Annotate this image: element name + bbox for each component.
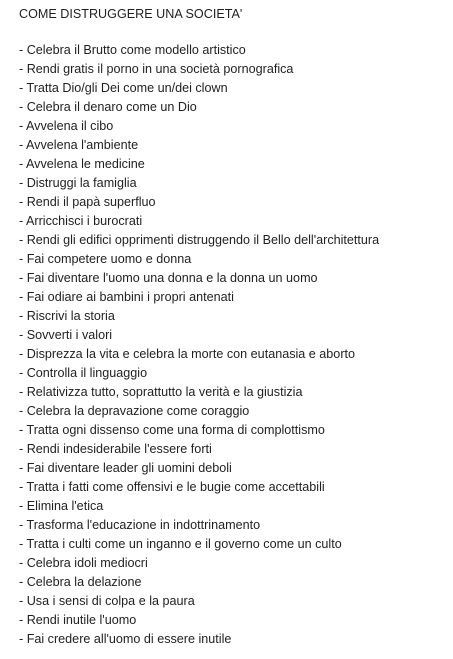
list-item: - Celebra il Brutto come modello artistico <box>19 43 246 57</box>
list-item: - Usa i sensi di colpa e la paura <box>19 594 195 608</box>
list-item: - Sovverti i valori <box>19 328 113 342</box>
list-item: - Celebra idoli mediocri <box>19 556 148 570</box>
instruction-list <box>19 41 453 649</box>
list-item: - Rendi gli edifici opprimenti distruggendo il Bello dell'architettura <box>19 233 380 247</box>
list-item: - Celebra la delazione <box>19 575 142 589</box>
list-item: - Tratta i culti come un inganno e il governo come un culto <box>19 537 342 551</box>
list-item: - Fai diventare leader gli uomini deboli <box>19 461 232 475</box>
list-item: - Rendi indesiderabile l'essere forti <box>19 442 212 456</box>
list-item: - Rendi il papà superfluo <box>19 195 156 209</box>
list-item: - Avvelena il cibo <box>19 119 114 133</box>
list-item: - Tratta i fatti come offensivi e le bugie come accettabili <box>19 480 325 494</box>
list-item: - Avvelena l'ambiente <box>19 138 139 152</box>
list-item: - Disprezza la vita e celebra la morte con eutanasia e aborto <box>19 347 356 361</box>
list-item: - Celebra la depravazione come coraggio <box>19 404 250 418</box>
list-item: - Fai credere all'uomo di essere inutile <box>19 632 232 646</box>
list-item: - Fai competere uomo e donna <box>19 252 192 266</box>
list-item: - Rendi inutile l'uomo <box>19 613 137 627</box>
list-item: - Controlla il linguaggio <box>19 366 148 380</box>
list-item: - Tratta ogni dissenso come una forma di complottismo <box>19 423 325 437</box>
list-item: - Arricchisci i burocrati <box>19 214 143 228</box>
list-item: - Fai odiare ai bambini i propri antenati <box>19 290 234 304</box>
list-item: - Fai diventare l'uomo una donna e la donna un uomo <box>19 271 318 285</box>
list-item: - Rendi gratis il porno in una società pornografica <box>19 62 294 76</box>
list-item: - Relativizza tutto, soprattutto la verità e la giustizia <box>19 385 303 399</box>
list-item: - Trasforma l'educazione in indottrinamento <box>19 518 261 532</box>
list-item: - Avvelena le medicine <box>19 157 145 171</box>
list-item: - Elimina l'etica <box>19 499 104 513</box>
document-title: COME DISTRUGGERE UNA SOCIETA' <box>19 7 243 21</box>
blank-line <box>19 22 453 41</box>
list-item: - Riscrivi la storia <box>19 309 115 323</box>
list-item: - Distruggi la famiglia <box>19 176 137 190</box>
list-item: - Celebra il denaro come un Dio <box>19 100 197 114</box>
list-item: - Tratta Dio/gli Dei come un/dei clown <box>19 81 228 95</box>
